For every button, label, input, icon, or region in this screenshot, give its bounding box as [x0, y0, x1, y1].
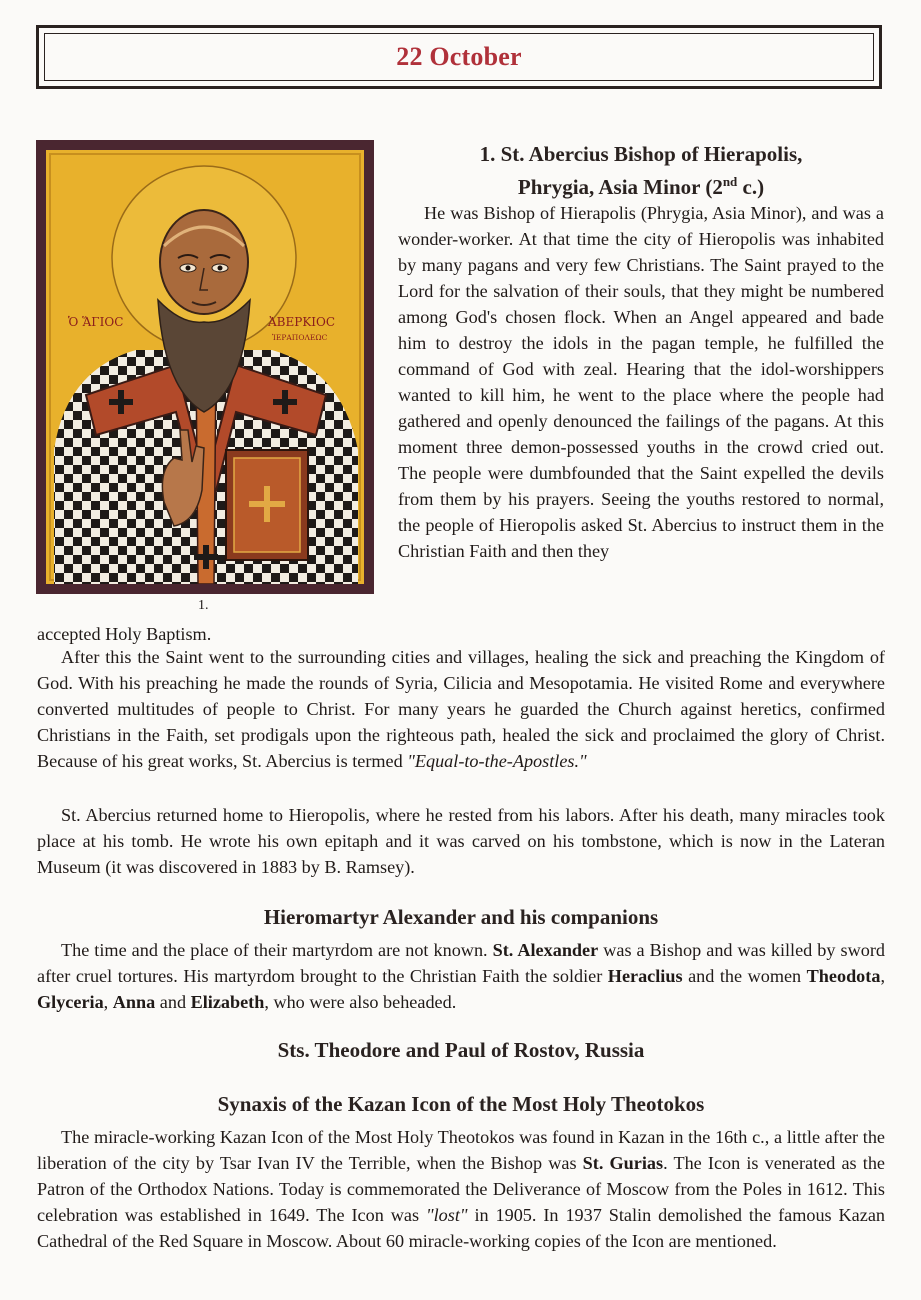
icon-inscription-right-sub: ἹΕΡΑΠΟΛΕΩϹ	[272, 333, 328, 342]
section-title-abercius	[398, 140, 884, 201]
header-inner-frame	[44, 33, 874, 81]
saint-abercius-icon	[46, 150, 364, 584]
saint-icon-image	[36, 140, 374, 594]
paragraph-abercius-3: St. Abercius returned home to Hieropolis, where he rested from his labors. After his death, many miracles took place at his tomb. He wrote his own epitaph and it was carved on his tombstone, which is now in the Lateran Museum (it was discovered in 1883 by B. Ramsey).	[37, 805, 885, 877]
icon-caption: 1.	[198, 598, 209, 613]
icon-inscription-right: ἈΒΕΡΚΙΟϹ	[268, 315, 336, 329]
header-frame	[36, 25, 882, 89]
icon-inscription-left: Ὁ ἍΓΙΟϹ	[68, 315, 124, 329]
section-title-rostov: Sts. Theodore and Paul of Rostov, Russia	[277, 1038, 645, 1062]
section-title-alexander: Hieromartyr Alexander and his companions	[263, 905, 659, 929]
page-title: 22 October	[396, 42, 522, 71]
paragraph-kazan: The miracle-working Kazan Icon of the Most Holy Theotokos was found in Kazan in the 16th c., a little after the liberation of the city by Tsar Ivan IV the Terrible, when the Bishop was St. Gurias. The Icon is venerated as the Patron of the Orthodox Nations. Today is commemorated the Deliverance of Moscow from the Poles in 1612. This celebration was established in 1649. The Icon was "lost" in 1905. In 1937 Stalin demolished the famous Kazan Cathedral of the Red Square in Moscow. About 60 miracle-working copies of the Icon are mentioned.	[37, 1127, 885, 1251]
paragraph-abercius-1: He was Bishop of Hierapolis (Phrygia, Asia Minor), and was a wonder-worker. At that time the city of Hieropolis was inhabited by many pagans and very few Christians. The Saint prayed to the Lord for the salvation of their souls, that they might be numbered among God's chosen flock. When an Angel appeared and bade him to destroy the idols in the pagan temple, he fulfilled the command of God with zeal. Hearing that the idol-worshippers wanted to kill him, he went to the place where the people had gathered and openly denounced the failings of the pagans. At this moment three demon-possessed youths in the crowd cried out. The people were dumbfounded that the Saint expelled the devils from them by his prayers. Seeing the youths restored to normal, the people of Hieropolis asked St. Abercius to instruct them in the Christian Faith and then they	[398, 203, 884, 561]
section-title-line2: Phrygia, Asia Minor (2nd c.)	[517, 174, 765, 199]
section-title-line1: 1. St. Abercius Bishop of Hierapolis,	[479, 142, 803, 166]
paragraph-alexander: The time and the place of their martyrdom are not known. St. Alexander was a Bishop and was killed by sword after cruel tortures. His martyrdom brought to the Christian Faith the soldier Heraclius and the women Theodota, Glyceria, Anna and Elizabeth, who were also beheaded.	[37, 940, 885, 1012]
section-title-kazan: Synaxis of the Kazan Icon of the Most Holy Theotokos	[217, 1092, 705, 1116]
paragraph-abercius-1-continued: accepted Holy Baptism.	[37, 624, 212, 644]
paragraph-abercius-2: After this the Saint went to the surrounding cities and villages, healing the sick and preaching the Kingdom of God. With his preaching he made the rounds of Syria, Cilicia and Mesopotamia. He visited Rome and everywhere converted multitudes of people to Christ. For many years he guarded the Church against heretics, confirmed Christians in the Faith, set prodigals upon the righteous path, healed the sick and proclaimed the glory of Christ. Because of his great works, St. Abercius is termed "Equal-to-the-Apostles."	[37, 647, 885, 771]
